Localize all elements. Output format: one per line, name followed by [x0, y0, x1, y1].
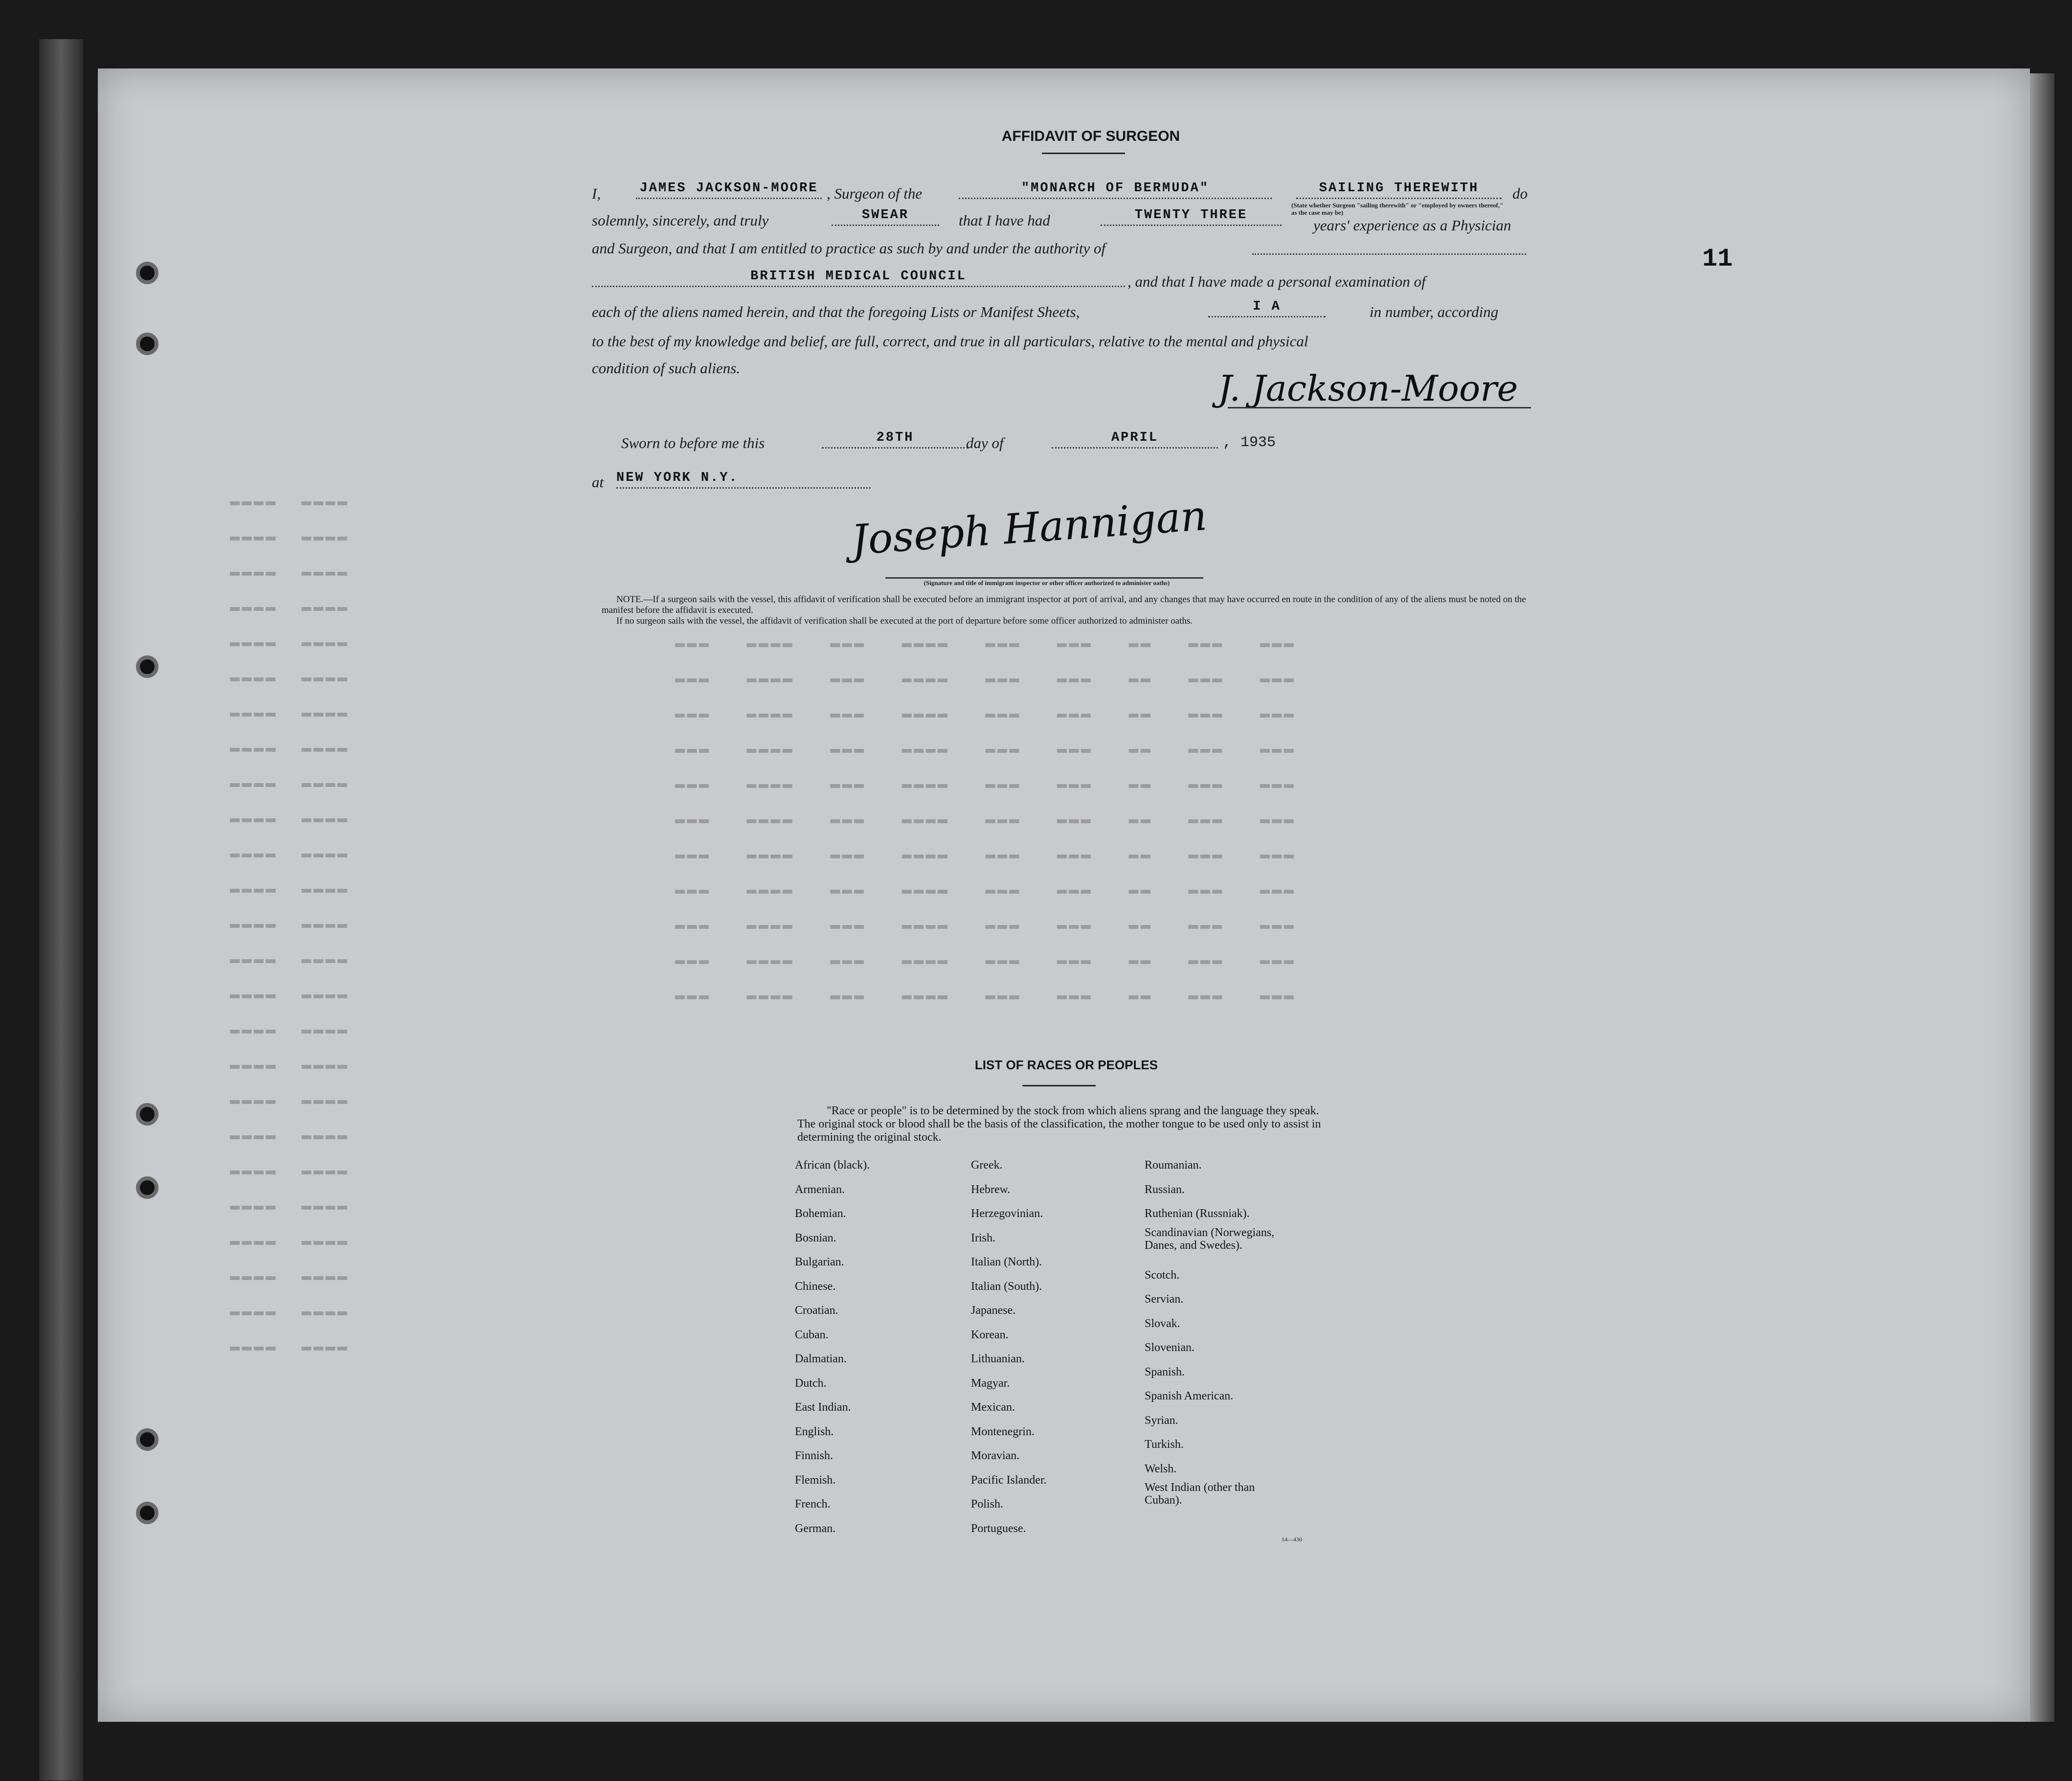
race-item: Spanish American. — [1145, 1390, 1234, 1402]
race-item: German. — [795, 1522, 836, 1535]
surgeon-name-field: JAMES JACKSON-MOORE — [636, 181, 822, 199]
page-edge — [2030, 73, 2054, 1722]
race-item: Turkish. — [1145, 1438, 1184, 1451]
race-item: Cuban. — [795, 1328, 829, 1341]
race-item: Bulgarian. — [795, 1256, 844, 1268]
race-item: Roumanian. — [1145, 1159, 1202, 1172]
affidavit-text: to the best of my knowledge and belief, are full, correct, and true in all particulars, relative to the mental and physical — [592, 333, 1308, 350]
race-item: African (black). — [795, 1159, 870, 1172]
races-column-1 — [795, 1153, 951, 1541]
punch-hole — [136, 655, 158, 678]
race-item: Italian (North). — [971, 1256, 1042, 1268]
race-item: Greek. — [971, 1159, 1003, 1172]
place-field: NEW YORK N.Y. — [616, 471, 871, 489]
race-item: Armenian. — [795, 1183, 845, 1196]
race-item: Dutch. — [795, 1376, 827, 1390]
capacity-note: (State whether Surgeon "sailing therewith" or "employed by owners thereof," as the case may be) — [1291, 202, 1504, 216]
day-field: 28TH — [822, 430, 968, 449]
surgeon-capacity-field: SAILING THEREWITH — [1296, 181, 1502, 199]
sworn-text: Sworn to before me this — [621, 434, 765, 451]
licensing-authority-field: BRITISH MEDICAL COUNCIL — [592, 269, 1125, 287]
race-item: Chinese. — [795, 1280, 836, 1293]
binder-strip — [39, 39, 83, 1781]
race-item: Irish. — [971, 1231, 995, 1244]
affidavit-title: AFFIDAVIT OF SURGEON — [1001, 128, 1180, 144]
race-item: Dalmatian. — [795, 1353, 847, 1365]
form-number: 14—430 — [1282, 1536, 1302, 1543]
affidavit-text: solemnly, sincerely, and truly — [592, 212, 769, 229]
race-item: French. — [795, 1498, 831, 1510]
affidavit-text: I, — [592, 185, 601, 202]
punch-hole — [136, 1176, 158, 1199]
race-item: Slovak. — [1145, 1317, 1180, 1330]
surgeon-signature: J. Jackson-Moore — [1218, 368, 1518, 409]
affidavit-text: , and that I have made a personal examination of — [1127, 273, 1426, 290]
race-item: Spanish. — [1145, 1365, 1185, 1378]
races-rule — [1022, 1085, 1096, 1086]
race-item: Japanese. — [971, 1304, 1016, 1317]
race-item: Italian (South). — [971, 1280, 1042, 1293]
race-item: Flemish. — [795, 1473, 836, 1487]
vessel-name-field: "MONARCH OF BERMUDA" — [959, 181, 1272, 199]
title-rule — [1042, 153, 1125, 154]
bleed-through-text: ▬▬▬ ▬▬▬▬ ▬▬▬ ▬▬▬▬ ▬▬▬ ▬▬▬ ▬▬ ▬▬▬ ▬▬▬ ▬▬▬ ▬▬▬▬ ▬▬▬ ▬▬▬▬ ▬▬▬ ▬▬▬ ▬▬ ▬▬▬ ▬▬▬ ▬▬▬ ▬▬▬▬ ▬▬▬ ▬▬▬▬ ▬▬▬ ▬▬▬ ▬▬ ▬▬▬ ▬▬▬ ▬▬▬ ▬▬▬▬ ▬▬▬ ▬▬▬▬ ▬▬▬ ▬▬▬ ▬▬ ▬▬▬ ▬▬▬ ▬▬▬ ▬▬▬▬ ▬▬▬ ▬▬▬▬ ▬▬▬ ▬▬▬ ▬▬ ▬▬▬ ▬▬▬ ▬▬▬ ▬▬▬▬ ▬▬▬ ▬▬▬▬ ▬▬▬ ▬▬▬ ▬▬ ▬▬▬ ▬▬▬ ▬▬▬ ▬▬▬▬ ▬▬▬ ▬▬▬▬ ▬▬▬ ▬▬▬ ▬▬ ▬▬▬ ▬▬▬ ▬▬▬ ▬▬▬▬ ▬▬▬ ▬▬▬▬ ▬▬▬ ▬▬▬ ▬▬ ▬▬▬ ▬▬▬ ▬▬▬ ▬▬▬▬ ▬▬▬ ▬▬▬▬ ▬▬▬ ▬▬▬ ▬▬ ▬▬▬ ▬▬▬ ▬▬▬ ▬▬▬▬ ▬▬▬ ▬▬▬▬ ▬▬▬ ▬▬▬ ▬▬ ▬▬▬ ▬▬▬ ▬▬▬ ▬▬▬▬ ▬▬▬ ▬▬▬▬ ▬▬▬ ▬▬▬ ▬▬ ▬▬▬ ▬▬▬ — [675, 634, 1296, 1005]
note-paragraph: If no surgeon sails with the vessel, the affidavit of verification shall be executed at the port of departure before some officer authorized to administer oaths. — [616, 616, 1193, 626]
race-item: Welsh. — [1145, 1462, 1177, 1475]
race-item: Bohemian. — [795, 1207, 846, 1220]
signature-line — [885, 577, 1203, 579]
race-item: Moravian. — [971, 1449, 1020, 1462]
race-item: Ruthenian (Russniak). — [1145, 1207, 1250, 1220]
race-item: Pacific Islander. — [971, 1473, 1047, 1487]
race-item: East Indian. — [795, 1401, 851, 1414]
signature-line — [1228, 407, 1531, 408]
signature-caption: (Signature and title of immigrant inspector or other officer authorized to administer oaths) — [923, 579, 1170, 586]
race-item: Lithuanian. — [971, 1353, 1025, 1365]
race-item: Mexican. — [971, 1401, 1015, 1414]
affidavit-text: do — [1512, 185, 1528, 202]
punch-hole — [136, 262, 158, 284]
race-item: Russian. — [1145, 1183, 1185, 1196]
race-item: Montenegrin. — [971, 1425, 1035, 1438]
year-field: , 1935 — [1223, 434, 1276, 451]
note-paragraph: NOTE.—If a surgeon sails with the vessel, this affidavit of verification shall be executed before an immigrant inspector at port of arrival, and any changes that may have occurred en route in the condition of any of the aliens must be noted on the manifest before the affidavit is executed. — [602, 594, 1526, 615]
blank-line — [1252, 253, 1526, 255]
punch-hole — [136, 1502, 158, 1524]
affidavit-text: condition of such aliens. — [592, 360, 741, 377]
race-item: Portuguese. — [971, 1522, 1026, 1535]
bleed-through-text: ▬▬▬▬ ▬▬▬▬ ▬▬▬▬ ▬▬▬▬ ▬▬▬▬ ▬▬▬▬ ▬▬▬▬ ▬▬▬▬ ▬▬▬▬ ▬▬▬▬ ▬▬▬▬ ▬▬▬▬ ▬▬▬▬ ▬▬▬▬ ▬▬▬▬ ▬▬▬▬ ▬▬▬▬ ▬▬▬▬ ▬▬▬▬ ▬▬▬▬ ▬▬▬▬ ▬▬▬▬ ▬▬▬▬ ▬▬▬▬ ▬▬▬▬ ▬▬▬▬ ▬▬▬▬ ▬▬▬▬ ▬▬▬▬ ▬▬▬▬ ▬▬▬▬ ▬▬▬▬ ▬▬▬▬ ▬▬▬▬ ▬▬▬▬ ▬▬▬▬ ▬▬▬▬ ▬▬▬▬ ▬▬▬▬ ▬▬▬▬ ▬▬▬▬ ▬▬▬▬ ▬▬▬▬ ▬▬▬▬ ▬▬▬▬ ▬▬▬▬ ▬▬▬▬ ▬▬▬▬ ▬▬▬▬ ▬▬▬▬ — [230, 493, 350, 1356]
punch-hole — [136, 1103, 158, 1126]
races-intro: "Race or people" is to be determined by the stock from which aliens sprang and the language they speak. The original stock or blood shall be the basis of the classification, the mother tongue to be used only to assist in determining the original stock. — [797, 1105, 1321, 1144]
affidavit-text: each of the aliens named herein, and that the foregoing Lists or Manifest Sheets, — [592, 303, 1080, 320]
at-label: at — [592, 473, 604, 491]
sworn-text: day of — [966, 434, 1004, 451]
punch-hole — [136, 333, 158, 355]
affidavit-text: and Surgeon, and that I am entitled to practice as such by and under the authority of — [592, 240, 1106, 257]
race-item: Croatian. — [795, 1304, 838, 1317]
oath-field: SWEAR — [832, 208, 939, 226]
race-item: Herzegovinian. — [971, 1207, 1043, 1220]
race-item: Bosnian. — [795, 1231, 836, 1244]
affidavit-text: in number, according — [1370, 303, 1499, 320]
punch-hole — [136, 1428, 158, 1451]
race-item: Finnish. — [795, 1449, 833, 1462]
affidavit-note — [602, 594, 1531, 627]
race-item: Scotch. — [1145, 1268, 1180, 1282]
races-title: LIST OF RACES OR PEOPLES — [974, 1058, 1158, 1072]
page-number: 11 — [1702, 245, 1733, 273]
race-item: Polish. — [971, 1498, 1004, 1510]
officer-signature: Joseph Hannigan — [850, 491, 1209, 564]
race-item: Hebrew. — [971, 1183, 1011, 1196]
affidavit-text: years' experience as a Physician — [1313, 217, 1511, 234]
years-experience-field: TWENTY THREE — [1101, 208, 1282, 226]
manifest-sheets-field: I A — [1208, 299, 1326, 317]
races-column-2 — [971, 1153, 1137, 1541]
affidavit-text: that I have had — [959, 212, 1050, 229]
race-item: Magyar. — [971, 1376, 1010, 1390]
races-column-3 — [1145, 1153, 1350, 1518]
month-field: APRIL — [1052, 430, 1218, 449]
race-item: Korean. — [971, 1328, 1009, 1341]
race-item: Scandinavian (Norwegians, Danes, and Swedes). — [1145, 1226, 1275, 1252]
race-item: Servian. — [1145, 1293, 1184, 1306]
affidavit-text: , Surgeon of the — [827, 185, 923, 202]
race-item: English. — [795, 1425, 834, 1438]
race-item: West Indian (other than Cuban). — [1145, 1481, 1255, 1507]
race-item: Syrian. — [1145, 1414, 1178, 1427]
race-item: Slovenian. — [1145, 1341, 1194, 1354]
